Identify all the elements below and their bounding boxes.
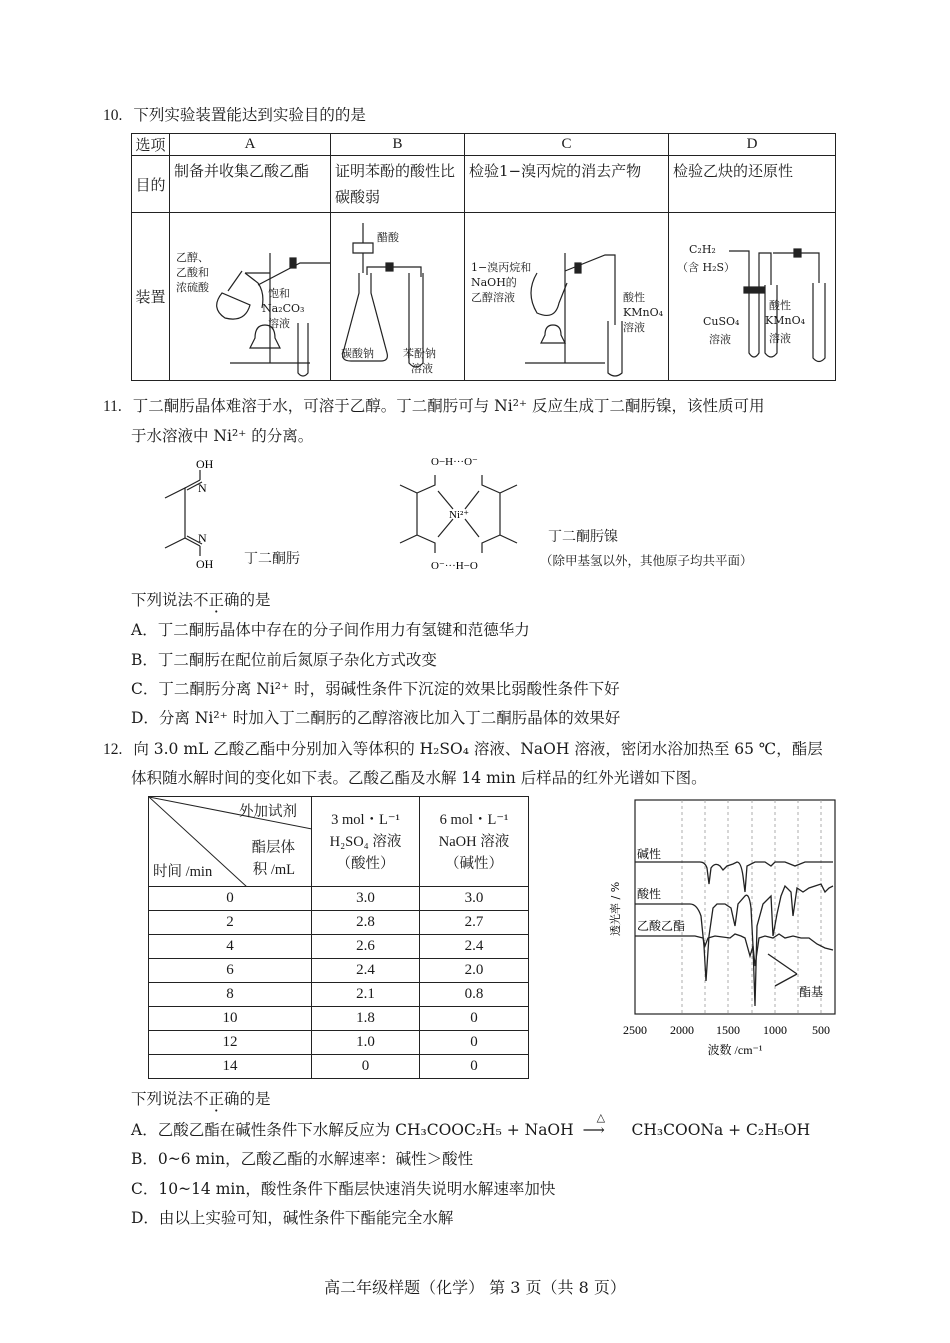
- ir-label-ester: 乙酸乙酯: [637, 919, 686, 933]
- q12-col2-reagent: NaOH 溶液: [438, 833, 510, 850]
- cell-time: 14: [149, 1055, 312, 1079]
- cell-time: 10: [149, 1007, 312, 1031]
- ir-xtick-2000: 2000: [670, 1023, 694, 1037]
- cell-base: 0: [420, 1031, 529, 1055]
- table-row: [149, 959, 529, 983]
- apparatus-d-label-7: 溶液: [769, 332, 791, 345]
- cell-time: 8: [149, 983, 312, 1007]
- apparatus-d-label-3: CuSO₄: [703, 315, 740, 328]
- apparatus-b-label-carbonate: 碳酸钠: [341, 347, 374, 360]
- apparatus-b-label-phenoxide: 苯酚钠: [403, 347, 436, 360]
- q12-table-diag-header: [149, 797, 312, 887]
- q11-choice-c: C．丁二酮肟分离 Ni²⁺ 时，弱碱性条件下沉淀的效果比弱酸性条件下好: [131, 680, 620, 698]
- q11-question-emph: 不正确: [193, 591, 240, 609]
- cell-base: 0.8: [420, 983, 529, 1007]
- q12-choice-c: C．10~14 min，酸性条件下酯层快速消失说明水解速率加快: [131, 1180, 556, 1198]
- q12-diag-mid: 酯层体: [251, 840, 295, 856]
- q10-option-b: B: [331, 134, 465, 156]
- ir-label-ester-group: 酯基: [799, 985, 824, 999]
- q12-choice-d: D．由以上实验可知，碱性条件下酯能完全水解: [131, 1209, 454, 1227]
- q12-choice-a: [131, 1111, 811, 1140]
- page-footer: 高二年级样题（化学） 第 3 页（共 8 页）: [324, 1278, 626, 1297]
- cell-time: 4: [149, 935, 312, 959]
- apparatus-c-label-6: 溶液: [623, 321, 645, 334]
- ir-spectrum: [605, 796, 845, 1061]
- q12-col1-type: （酸性）: [336, 855, 395, 872]
- ir-label-acid: 酸性: [637, 887, 662, 901]
- q12-choice-b: B．0~6 min，乙酸乙酯的水解速率：碱性＞酸性: [131, 1150, 474, 1168]
- table-row: [149, 887, 529, 911]
- ir-label-base: 碱性: [637, 847, 662, 861]
- q12-question-suffix: 的是: [239, 1090, 271, 1108]
- mol1-oh-bottom: OH: [196, 557, 214, 571]
- q11-stem-text-1: 丁二酮肟晶体难溶于水，可溶于乙醇。丁二酮肟可与 Ni²⁺ 反应生成丁二酮肟镍，该性质可用: [132, 397, 765, 415]
- cell-acid: 0: [312, 1055, 420, 1079]
- apparatus-d-label-5: 酸性: [769, 299, 791, 312]
- mol2-name: 丁二酮肟镍: [548, 529, 618, 545]
- apparatus-d-label-1: C₂H₂: [689, 243, 716, 256]
- reaction-arrow: [582, 1111, 623, 1139]
- cell-acid: 1.8: [312, 1007, 420, 1031]
- apparatus-b: [331, 213, 465, 381]
- q10-row-device-label: 装置: [132, 213, 170, 381]
- mol1-oh-top: OH: [196, 458, 214, 471]
- q10-table: [131, 133, 836, 381]
- q12-choice-a-text: A．乙酸乙酯在碱性条件下水解反应为 CH₃COOC₂H₅ + NaOH: [131, 1121, 574, 1139]
- q10-option-d: D: [669, 134, 836, 156]
- cell-base: 2.4: [420, 935, 529, 959]
- apparatus-a-label-3: 浓硫酸: [176, 281, 209, 294]
- mol2-ni: Ni²⁺: [449, 509, 470, 521]
- q10-number: 10.: [103, 107, 123, 124]
- q10-option-a: A: [170, 134, 331, 156]
- mol1-n-bottom: N: [198, 531, 207, 545]
- q10-purpose-a: 制备并收集乙酸乙酯: [170, 156, 331, 213]
- q11-number: 11.: [103, 398, 122, 415]
- mol2-note: （除甲基氢以外，其他原子均共平面）: [540, 553, 753, 568]
- table-row: [149, 983, 529, 1007]
- q10-row-option-label: 选项: [132, 134, 170, 156]
- cell-base: 0: [420, 1007, 529, 1031]
- apparatus-a-label-6: 溶液: [268, 317, 290, 330]
- cell-acid: 2.1: [312, 983, 420, 1007]
- mol1-n-top: N: [198, 481, 207, 495]
- apparatus-d-label-4: 溶液: [709, 333, 731, 346]
- apparatus-a-label-1: 乙醇、: [176, 251, 209, 264]
- apparatus-c-label-5: KMnO₄: [623, 306, 663, 319]
- q10-purpose-b: 证明苯酚的酸性比碳酸弱: [331, 156, 465, 213]
- q11-question-suffix: 的是: [239, 591, 271, 609]
- cell-acid: 1.0: [312, 1031, 420, 1055]
- ir-xtick-1000: 1000: [763, 1023, 787, 1037]
- q12-question-emph: 不正确: [193, 1090, 240, 1108]
- cell-time: 6: [149, 959, 312, 983]
- q12-table: [148, 796, 529, 1079]
- q11-stem-line2: 于水溶液中 Ni²⁺ 的分离。: [131, 427, 314, 445]
- q12-col2-header: [420, 797, 529, 887]
- cell-base: 2.0: [420, 959, 529, 983]
- q10-stem-text: 下列实验装置能达到实验目的的是: [133, 106, 366, 124]
- apparatus-a-label-5: Na₂CO₃: [262, 302, 305, 315]
- table-row: [149, 935, 529, 959]
- q10-stem: [103, 103, 366, 125]
- heat-symbol: △: [596, 1111, 606, 1124]
- cell-acid: 2.6: [312, 935, 420, 959]
- ir-xlabel: 波数 /cm⁻¹: [707, 1043, 763, 1057]
- apparatus-a-label-2: 乙酸和: [176, 266, 209, 279]
- table-row: [149, 1007, 529, 1031]
- cell-time: 12: [149, 1031, 312, 1055]
- cell-acid: 3.0: [312, 887, 420, 911]
- cell-base: 0: [420, 1055, 529, 1079]
- q12-stem-line1: [103, 737, 823, 759]
- cell-time: 0: [149, 887, 312, 911]
- q11-stem-line1: [103, 394, 765, 416]
- q11-question: [131, 588, 271, 610]
- table-row: [149, 1031, 529, 1055]
- mol1-name: 丁二酮肟: [244, 551, 300, 567]
- apparatus-c: [465, 213, 669, 381]
- q12-col1-conc: 3 mol・L⁻¹: [331, 811, 400, 828]
- apparatus-c-label-4: 酸性: [623, 291, 645, 304]
- q12-diag-mid2: 积 /mL: [252, 862, 295, 878]
- table-row: [149, 911, 529, 935]
- cell-acid: 2.4: [312, 959, 420, 983]
- q12-diag-top: 外加试剂: [239, 804, 297, 820]
- q12-col2-type: （碱性）: [445, 855, 503, 872]
- q11-choice-d: D．分离 Ni²⁺ 时加入丁二酮肟的乙醇溶液比加入丁二酮肟晶体的效果好: [131, 709, 621, 727]
- q12-stem-text-1: 向 3.0 mL 乙酸乙酯中分别加入等体积的 H₂SO₄ 溶液、NaOH 溶液，密闭水浴加热至 65 ℃，酯层: [133, 740, 823, 758]
- apparatus-d-drawing: [669, 213, 835, 381]
- apparatus-a-label-4: 饱和: [268, 287, 290, 300]
- q12-col1-header: [312, 797, 420, 887]
- mol2-hbond-top: O−H···O⁻: [431, 456, 478, 468]
- apparatus-c-label-3: 乙醇溶液: [471, 291, 515, 304]
- apparatus-b-label-solution: 溶液: [411, 362, 433, 375]
- q11-choice-b: B．丁二酮肟在配位前后氮原子杂化方式改变: [131, 651, 437, 669]
- apparatus-d: [669, 213, 836, 381]
- q12-question-prefix: 下列说法: [131, 1090, 194, 1108]
- q12-choice-a-products: CH₃COONa + C₂H₅OH: [631, 1121, 811, 1139]
- ir-xtick-2500: 2500: [623, 1023, 647, 1037]
- cell-base: 2.7: [420, 911, 529, 935]
- apparatus-a-drawing: [170, 213, 331, 381]
- q10-option-c: C: [465, 134, 669, 156]
- q12-col2-conc: 6 mol・L⁻¹: [439, 811, 509, 828]
- q10-purpose-c: 检验1−溴丙烷的消去产物: [465, 156, 669, 213]
- q12-diag-left: 时间 /min: [153, 864, 213, 880]
- apparatus-d-label-6: KMnO₄: [765, 314, 805, 327]
- nickel-dimethylglyoxime-structure: [395, 455, 525, 575]
- mol2-hbond-bottom: O⁻···H−O: [431, 560, 478, 572]
- q10-purpose-d: 检验乙炔的还原性: [669, 156, 836, 213]
- q10-row-purpose-label: 目的: [132, 156, 170, 213]
- table-row: [149, 1055, 529, 1079]
- apparatus-b-label-acetic: 醋酸: [377, 231, 399, 244]
- apparatus-d-label-2: （含 H₂S）: [677, 261, 736, 274]
- q12-question: [131, 1087, 271, 1109]
- apparatus-a: [170, 213, 331, 381]
- ir-ylabel: 透光率 / %: [609, 881, 622, 936]
- q11-choice-a: A．丁二酮肟晶体中存在的分子间作用力有氢键和范德华力: [131, 621, 530, 639]
- q12-col1-reagent: H₂SO₄ 溶液: [329, 833, 402, 850]
- ir-xtick-500: 500: [812, 1023, 830, 1037]
- arrow-icon: ⟶: [582, 1121, 605, 1139]
- q11-question-prefix: 下列说法: [131, 591, 194, 609]
- ir-xtick-1500: 1500: [716, 1023, 740, 1037]
- cell-time: 2: [149, 911, 312, 935]
- q12-stem-line2: 体积随水解时间的变化如下表。乙酸乙酯及水解 14 min 后样品的红外光谱如下图。: [131, 769, 707, 787]
- apparatus-c-label-1: 1−溴丙烷和: [471, 261, 532, 274]
- cell-base: 3.0: [420, 887, 529, 911]
- q12-number: 12.: [103, 741, 123, 758]
- apparatus-c-label-2: NaOH的: [471, 276, 517, 289]
- cell-acid: 2.8: [312, 911, 420, 935]
